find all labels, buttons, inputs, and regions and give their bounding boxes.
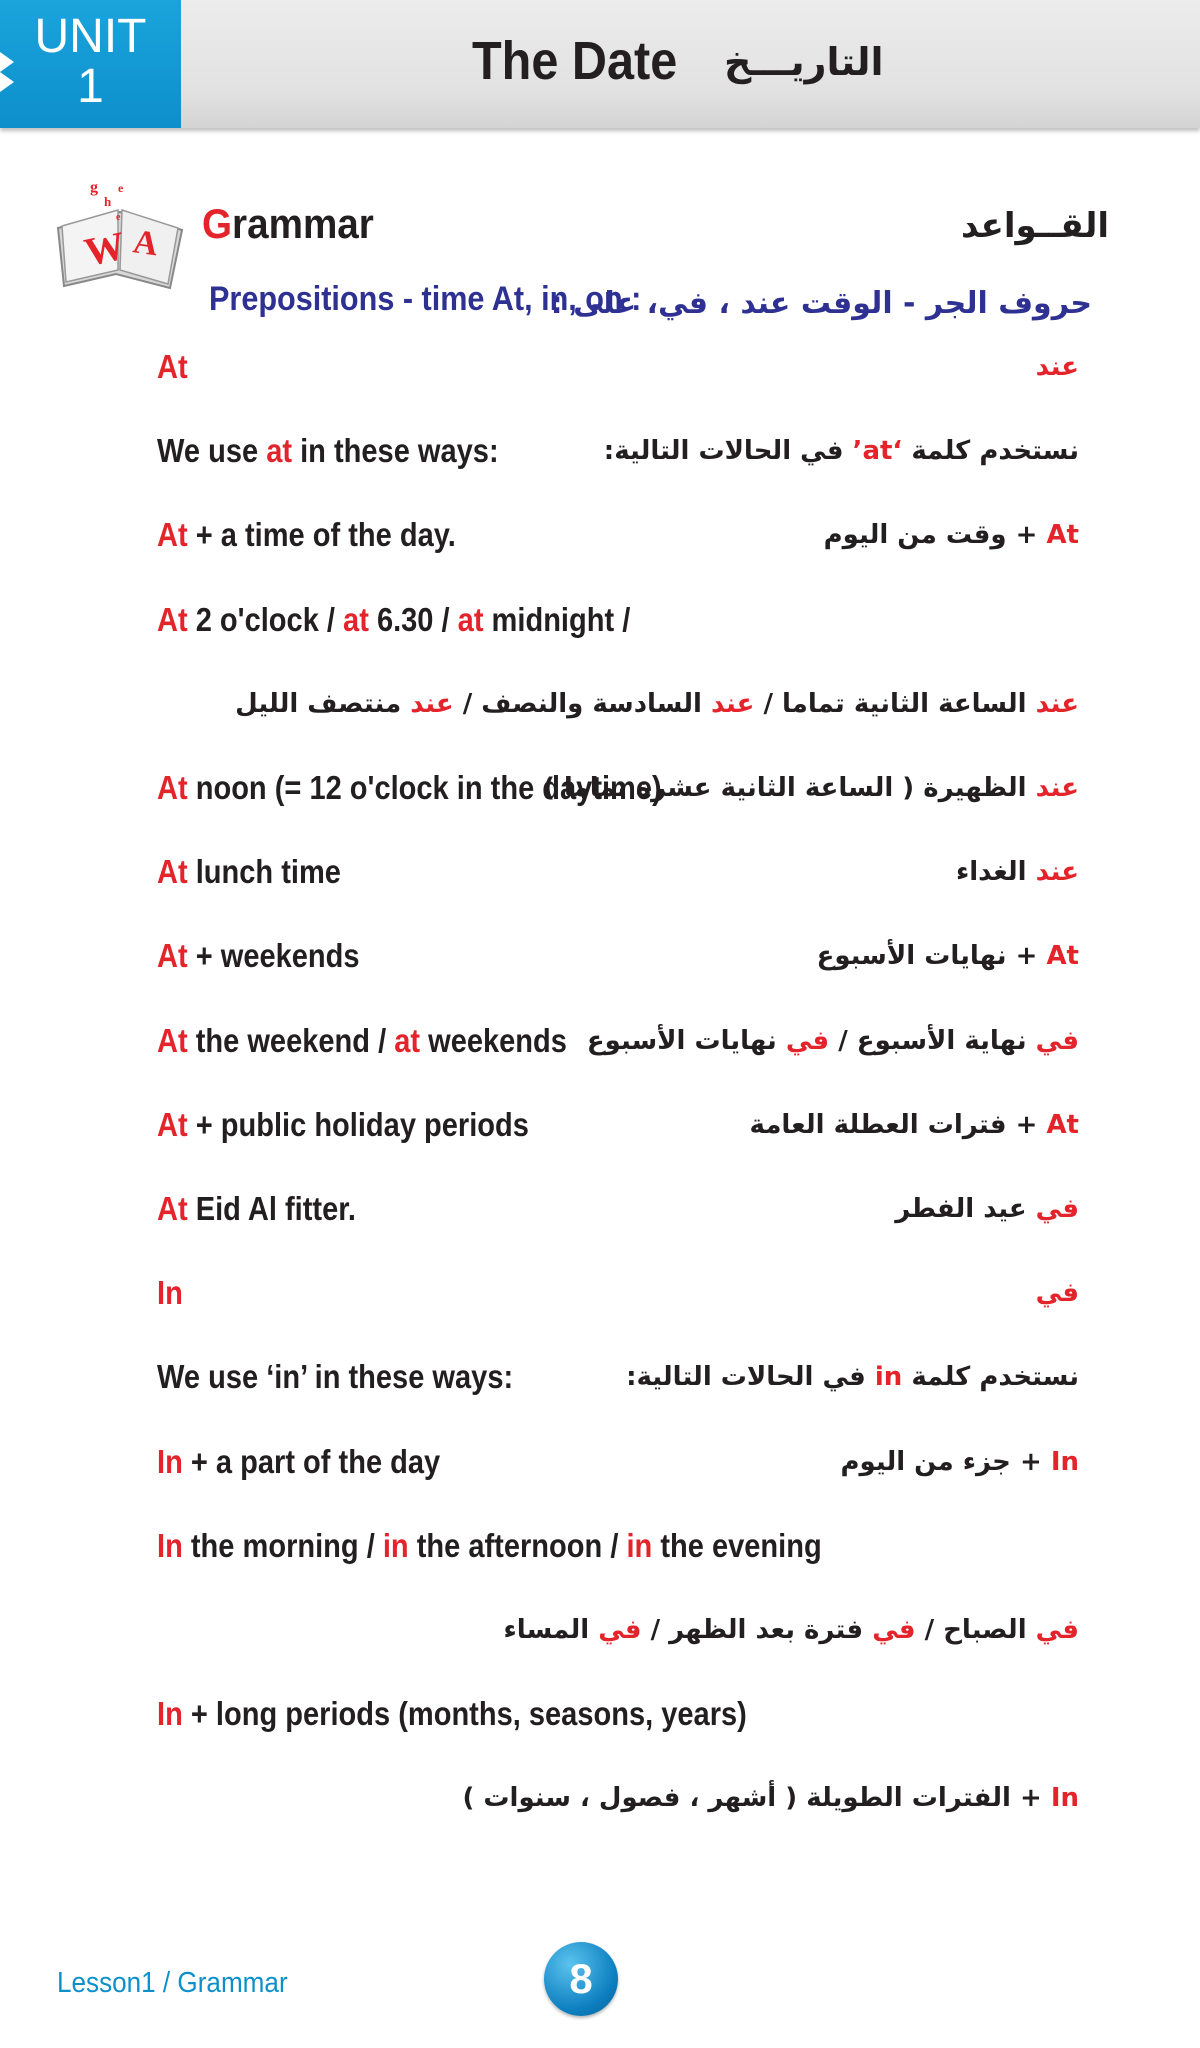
rule-line-arabic [587, 1026, 1079, 1056]
rule-line-arabic [1036, 352, 1079, 382]
keyword-highlight: at [457, 601, 484, 638]
footer-lesson-label: Lesson1 / Grammar [57, 1967, 288, 1999]
rule-text: 6.30 / [368, 601, 458, 638]
keyword-highlight: At [157, 348, 188, 385]
page-header [0, 0, 1200, 128]
rule-line-english [157, 432, 499, 470]
keyword-highlight: At [157, 516, 188, 553]
rule-text: منتصف الليل [235, 689, 411, 719]
section-title-rest: rammar [232, 200, 374, 247]
rule-line-arabic [504, 1615, 1079, 1645]
keyword-highlight: عند [1035, 857, 1079, 887]
rule-text: السادسة والنصف / [453, 689, 711, 719]
rule-line-english [157, 1527, 822, 1565]
section-title-initial: G [202, 200, 233, 247]
keyword-highlight: في [785, 1026, 830, 1056]
rule-text: نهايات الأسبوع [586, 1026, 786, 1056]
rule-text: نهاية الأسبوع / [829, 1026, 1036, 1056]
keyword-highlight: في [1035, 1615, 1079, 1645]
badge-notch-icon [0, 72, 14, 92]
rule-text: نستخدم كلمة [902, 1362, 1079, 1392]
keyword-highlight: ‘at’ [852, 436, 903, 466]
keyword-highlight: في [1035, 1194, 1079, 1224]
rule-text: + الفترات الطويلة ( أشهر ، فصول ، سنوات ) [462, 1783, 1051, 1813]
rule-line-english [157, 1106, 529, 1144]
keyword-highlight: In [157, 1443, 183, 1480]
rule-line-arabic [462, 1783, 1079, 1813]
rule-line-english [157, 516, 456, 554]
rule-line-english [157, 601, 630, 639]
keyword-highlight: In [1050, 1447, 1079, 1477]
keyword-highlight: in [382, 1527, 409, 1564]
rule-line-english [157, 1443, 440, 1481]
rule-line-arabic [543, 773, 1079, 803]
rule-line-arabic [817, 941, 1079, 971]
rule-line-english [157, 1190, 356, 1228]
keyword-highlight: At [157, 1022, 188, 1059]
page-title: The Date [472, 31, 678, 91]
rule-text: + a part of the day [182, 1443, 441, 1480]
rule-text: + a time of the day. [187, 516, 456, 553]
keyword-highlight: At [157, 853, 188, 890]
rule-line-arabic [1036, 1278, 1079, 1308]
rule-text: + وقت من اليوم [823, 520, 1047, 550]
section-title [202, 200, 374, 248]
rule-text: the afternoon / [408, 1527, 627, 1564]
rule-text: نستخدم كلمة [902, 436, 1079, 466]
rule-text: في الحالات التالية: [603, 436, 853, 466]
rule-line-english [157, 853, 341, 891]
rule-line-arabic [604, 436, 1079, 466]
svg-text:e: e [116, 212, 121, 223]
rule-line-arabic [895, 1194, 1079, 1224]
keyword-highlight: في [1035, 1278, 1079, 1308]
rule-text: عيد الفطر [895, 1194, 1036, 1224]
keyword-highlight: At [1046, 1110, 1079, 1140]
svg-text:W: W [80, 222, 129, 275]
keyword-highlight: At [157, 769, 188, 806]
svg-text:A: A [130, 223, 161, 264]
keyword-highlight: in [874, 1362, 903, 1392]
rule-text: الظهيرة ( الساعة الثانية عشرة تماما ) [542, 773, 1036, 803]
rule-line-english [157, 1358, 513, 1396]
rule-text: the evening [652, 1527, 822, 1564]
keyword-highlight: في [872, 1615, 916, 1645]
keyword-highlight: At [157, 601, 188, 638]
rule-text: midnight / [483, 601, 631, 638]
keyword-highlight: At [1046, 941, 1079, 971]
rule-line-arabic [626, 1362, 1079, 1392]
rule-text: + long periods (months, seasons, years) [182, 1695, 747, 1732]
rule-line-english [157, 348, 188, 386]
rule-text: + فترات العطلة العامة [749, 1110, 1047, 1140]
unit-badge [0, 0, 181, 128]
keyword-highlight: at [266, 432, 293, 469]
keyword-highlight: في [1035, 1026, 1079, 1056]
rule-line-arabic [235, 689, 1079, 719]
rule-line-english [157, 1022, 567, 1060]
rule-text: the morning / [182, 1527, 383, 1564]
unit-label: UNIT [34, 10, 147, 63]
rule-text: + weekends [187, 937, 360, 974]
rule-text: + public holiday periods [187, 1106, 529, 1143]
rule-text: + جزء من اليوم [840, 1447, 1051, 1477]
keyword-highlight: at [394, 1022, 421, 1059]
keyword-highlight: At [157, 1106, 188, 1143]
section-title-arabic: القــواعد [961, 206, 1109, 246]
keyword-highlight: عند [410, 689, 454, 719]
rule-text: in these ways: [292, 432, 499, 469]
keyword-highlight: At [157, 1190, 188, 1227]
rule-text: + نهايات الأسبوع [816, 941, 1047, 971]
rule-line-english [157, 1695, 747, 1733]
rule-text: 2 o'clock / [187, 601, 344, 638]
rule-text: فترة بعد الظهر / [641, 1615, 873, 1645]
page-number: 8 [544, 1942, 618, 2016]
svg-text:h: h [104, 194, 112, 209]
keyword-highlight: عند [710, 689, 755, 719]
keyword-highlight: في [598, 1615, 642, 1645]
rule-text: الغداء [955, 857, 1036, 887]
section-subtitle-arabic: حروف الجر - الوقت عند ، في، على : [550, 286, 1092, 321]
keyword-highlight: In [157, 1274, 183, 1311]
rule-text: Eid Al fitter. [187, 1190, 356, 1227]
keyword-highlight: عند [1035, 689, 1079, 719]
rule-text: weekends [420, 1022, 567, 1059]
grammar-book-icon [50, 170, 190, 300]
keyword-highlight: عند [1035, 773, 1079, 803]
rule-text: We use ‘in’ in these ways: [157, 1358, 514, 1395]
rule-text: the weekend / [187, 1022, 395, 1059]
keyword-highlight: In [157, 1527, 183, 1564]
keyword-highlight: In [157, 1695, 183, 1732]
svg-text:g: g [90, 179, 98, 196]
keyword-highlight: At [1046, 520, 1079, 550]
keyword-highlight: عند [1035, 352, 1079, 382]
rule-text: الصباح / [915, 1615, 1036, 1645]
keyword-highlight: At [157, 937, 188, 974]
unit-number: 1 [77, 60, 104, 113]
rule-line-english [157, 937, 360, 975]
rule-line-arabic [840, 1447, 1079, 1477]
keyword-highlight: In [1050, 1783, 1079, 1813]
rule-text: lunch time [187, 853, 341, 890]
svg-text:e: e [118, 181, 124, 195]
badge-notch-icon [0, 52, 14, 72]
rule-text: المساء [503, 1615, 599, 1645]
rule-text: في الحالات التالية: [626, 1362, 875, 1392]
page-title-arabic: التاريـــخ [724, 40, 884, 84]
rule-line-arabic [956, 857, 1079, 887]
rule-text: We use [157, 432, 267, 469]
rule-text: الساعة الثانية تماما / [754, 689, 1036, 719]
section-subtitle: Prepositions - time At, in, on : [209, 280, 642, 318]
rule-line-arabic [750, 1110, 1079, 1140]
rule-text: noon (= 12 o'clock in the daytime) [187, 769, 662, 806]
rule-line-english [157, 1274, 183, 1312]
rule-line-arabic [824, 520, 1079, 550]
keyword-highlight: at [343, 601, 369, 638]
keyword-highlight: in [626, 1527, 653, 1564]
